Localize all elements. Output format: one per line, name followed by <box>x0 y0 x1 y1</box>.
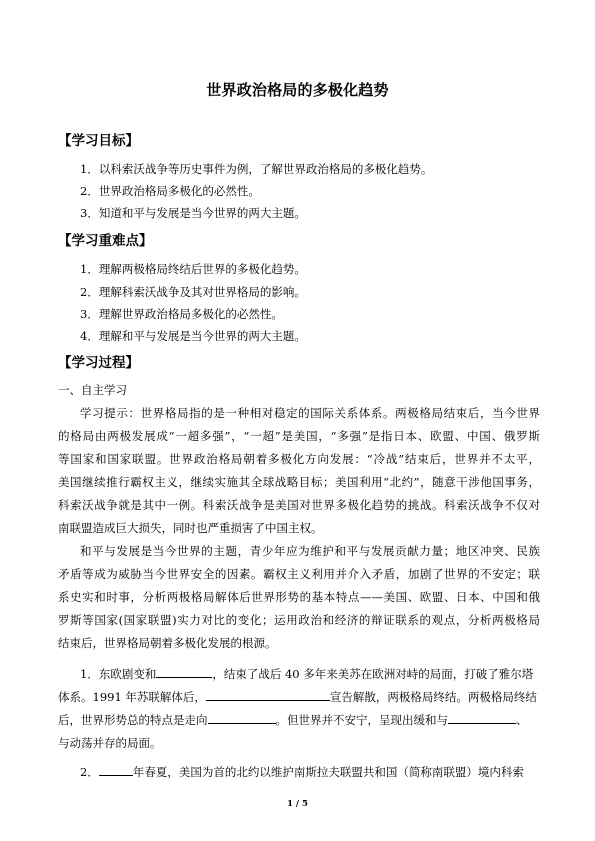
goal-item: 3．知道和平与发展是当今世界的两大主题。 <box>80 206 306 220</box>
question-text: 后，世界形势总的特点是走向 <box>58 713 208 727</box>
question-text: 、 <box>516 713 528 727</box>
sub-heading: 一、自主学习 <box>58 383 127 397</box>
key-point-item: 2．理解科索沃战争及其对世界格局的影响。 <box>80 285 306 299</box>
section-heading-key-points: 【学习重难点】 <box>58 233 153 249</box>
question-text: 1．东欧剧变和 <box>80 667 157 681</box>
key-point-item: 1．理解两极格局终结后世界的多极化趋势。 <box>80 262 306 276</box>
question-2-line <box>80 764 540 780</box>
paragraph-line: 科索沃战争就是其中一例。科索沃战争是美国对世界多极化趋势的挑战。科索沃战争不仅对 <box>58 498 540 512</box>
paragraph-line: 等国家和国家联盟。世界政治格局朝着多极化方向发展：“冷战”结束后，世界并不太平， <box>58 452 540 466</box>
question-1-line <box>58 689 540 705</box>
paragraph-line: 罗斯等国家(国家联盟)实力对比的变化；运用政治和经济的辩证联系的观点，分析两极格局 <box>58 613 540 627</box>
question-1-line: 与动荡并存的局面。 <box>58 736 162 750</box>
paragraph-line: 结束后，世界格局朝着多极化发展的根源。 <box>58 636 277 650</box>
question-1-line <box>80 666 540 682</box>
paragraph-line: 矛盾等成为威胁当今世界安全的因素。霸权主义利用并介入矛盾，加剧了世界的不安定；联 <box>58 567 540 581</box>
fill-blank[interactable] <box>208 712 276 724</box>
paragraph-line: 的格局由两极发展成“一超多强”，“一超”是美国，“多强”是指日本、欧盟、中国、俄罗斯 <box>58 429 540 443</box>
question-text: 2． <box>80 765 99 779</box>
section-heading-process: 【学习过程】 <box>58 355 139 371</box>
question-text: 体系。1991 年苏联解体后， <box>58 690 206 704</box>
question-text: 年春夏，美国为首的北约以维护南斯拉夫联盟共和国（简称南联盟）境内科索 <box>132 765 524 779</box>
fill-blank[interactable] <box>448 712 516 724</box>
paragraph-line: 南联盟造成巨大损失，同时也严重损害了中国主权。 <box>58 521 323 535</box>
fill-blank[interactable] <box>206 689 330 701</box>
paragraph-line: 学习提示：世界格局指的是一种相对稳定的国际关系体系。两极格局结束后，当今世界 <box>80 406 540 420</box>
paragraph-line: 系史实和时事，分析两极格局解体后世界形势的基本特点——美国、欧盟、日本、中国和俄 <box>58 590 540 604</box>
question-text: ，结束了战后 40 多年来美苏在欧洲对峙的局面，打破了雅尔塔 <box>212 667 534 681</box>
key-point-item: 3．理解世界政治格局多极化的必然性。 <box>80 307 283 321</box>
page-title: 世界政治格局的多极化趋势 <box>206 81 389 99</box>
page-number: 1 / 5 <box>287 799 308 809</box>
key-point-item: 4．理解和平与发展是当今世界的两大主题。 <box>80 329 306 343</box>
goal-item: 2．世界政治格局多极化的必然性。 <box>80 184 260 198</box>
question-text: 宣告解散，两极格局终结。两极格局终结 <box>329 690 537 704</box>
fill-blank[interactable] <box>156 666 212 678</box>
question-text: 。但世界并不安宁，呈现出缓和与 <box>275 713 448 727</box>
question-1-line <box>58 712 540 728</box>
paragraph-line: 和平与发展是当今世界的主题，青少年应为维护和平与发展贡献力量；地区冲突、民族 <box>80 544 540 558</box>
fill-blank[interactable] <box>99 764 133 776</box>
section-heading-goals: 【学习目标】 <box>58 133 139 149</box>
goal-item: 1．以科索沃战争等历史事件为例，了解世界政治格局的多极化趋势。 <box>80 162 433 176</box>
paragraph-line: 美国继续推行霸权主义，继续实施其全球战略目标；美国利用“北约”，随意干涉他国事务， <box>58 475 540 489</box>
